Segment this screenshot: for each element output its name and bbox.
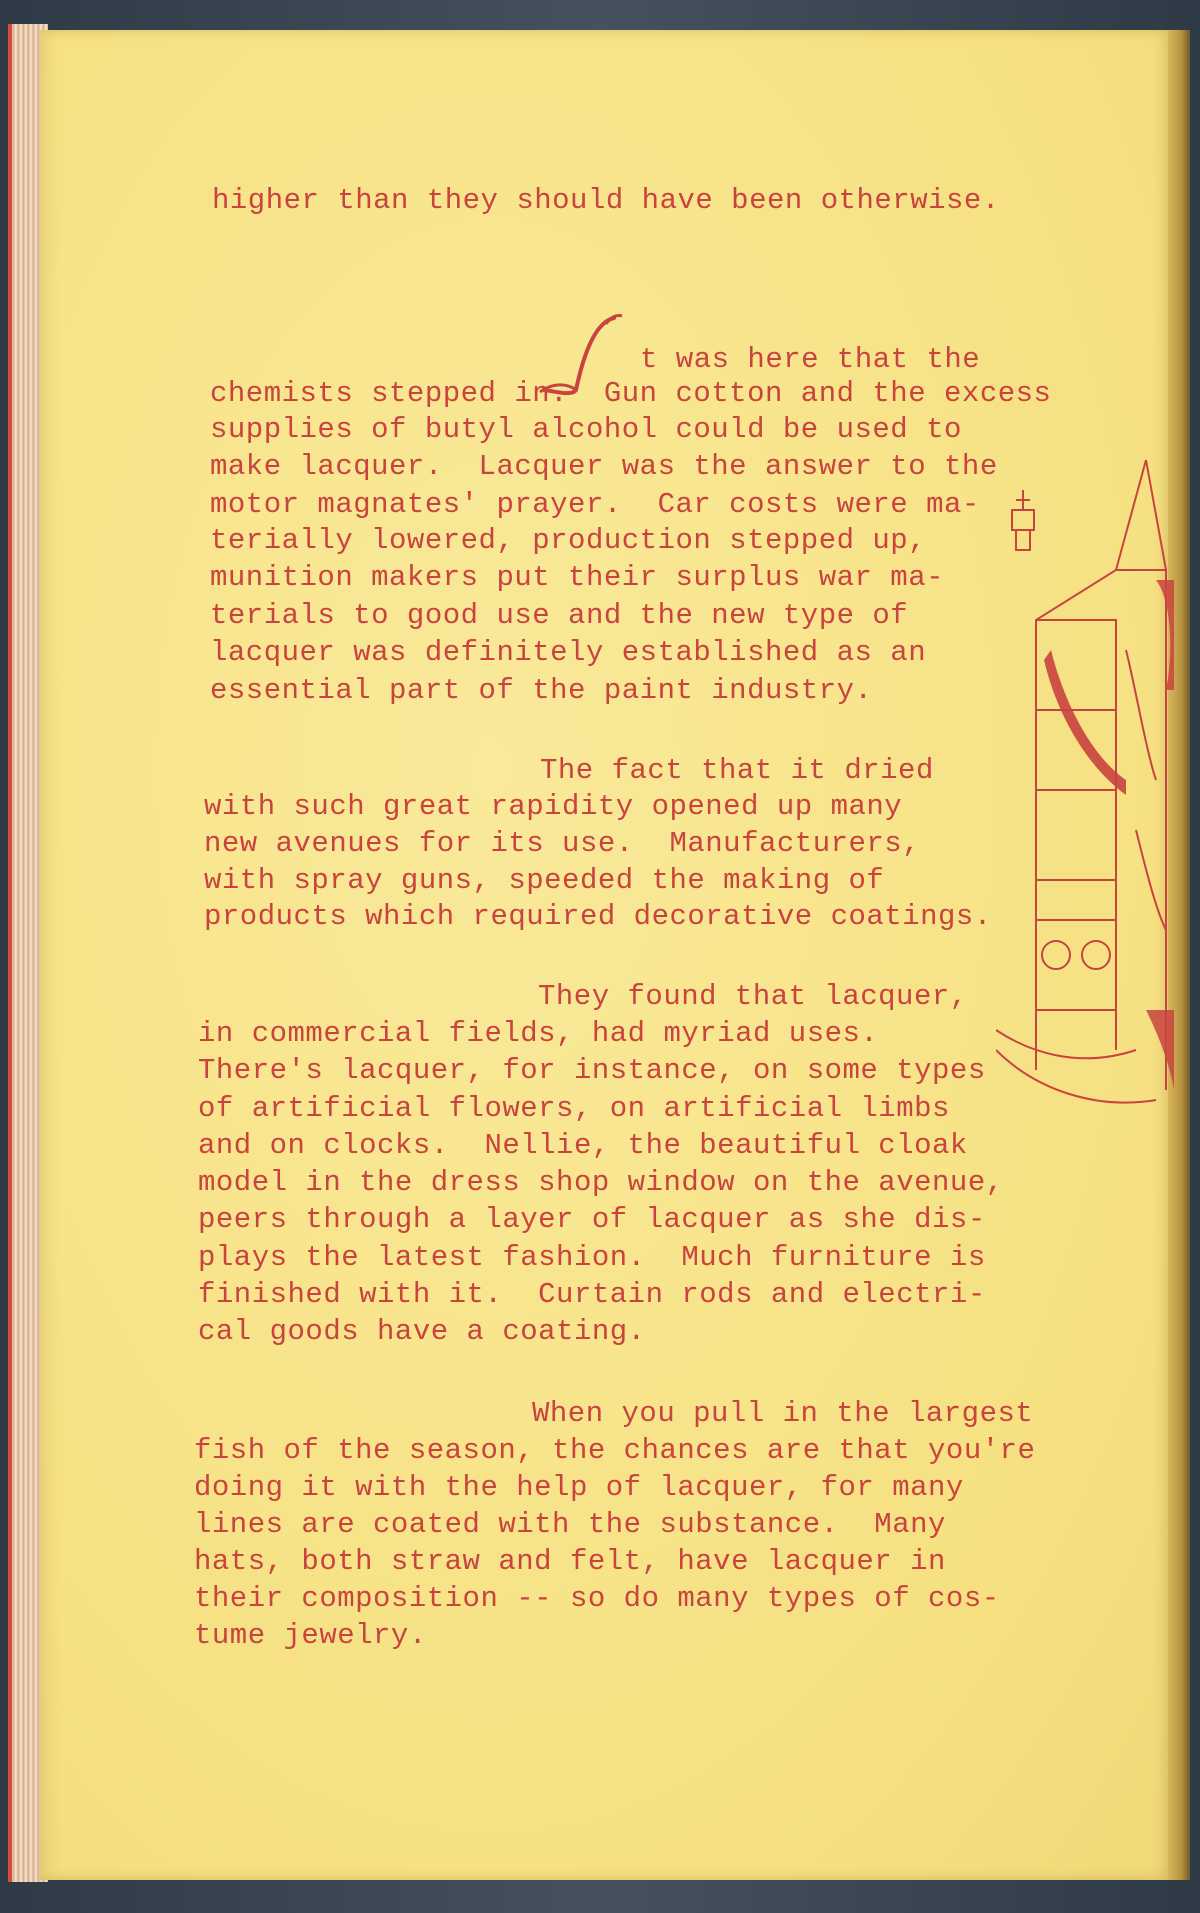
text-line: fish of the season, the chances are that you're bbox=[194, 1434, 1036, 1467]
text-line: There's lacquer, for instance, on some types bbox=[198, 1054, 986, 1087]
text-line: their composition -- so do many types of cos- bbox=[194, 1582, 1000, 1615]
text-line: terials to good use and the new type of bbox=[210, 599, 909, 632]
text-line: lines are coated with the substance. Many bbox=[194, 1508, 946, 1541]
text-line: When you pull in the largest bbox=[532, 1397, 1034, 1430]
text-line: lacquer was definitely established as an bbox=[210, 636, 927, 669]
text-line: doing it with the help of lacquer, for many bbox=[194, 1471, 964, 1504]
text-line: t was here that the bbox=[640, 343, 981, 376]
text-line: of artificial flowers, on artificial limbs bbox=[198, 1092, 950, 1125]
text-line: cal goods have a coating. bbox=[198, 1315, 646, 1348]
text-line: hats, both straw and felt, have lacquer in bbox=[194, 1545, 946, 1578]
text-line: The fact that it dried bbox=[540, 754, 934, 787]
text-line: products which required decorative coatings. bbox=[204, 900, 992, 933]
text-line: model in the dress shop window on the avenue, bbox=[198, 1166, 1004, 1199]
text-line: tume jewelry. bbox=[194, 1619, 427, 1652]
text-line: with such great rapidity opened up many bbox=[204, 790, 903, 823]
text-line: munition makers put their surplus war ma- bbox=[210, 561, 945, 594]
text-line: finished with it. Curtain rods and electri- bbox=[198, 1278, 986, 1311]
text-line: supplies of butyl alcohol could be used to bbox=[210, 413, 962, 446]
text-line: and on clocks. Nellie, the beautiful cloak bbox=[198, 1129, 968, 1162]
text-line: motor magnates' prayer. Car costs were ma- bbox=[210, 488, 980, 521]
text-line: peers through a layer of lacquer as she dis- bbox=[198, 1203, 986, 1236]
text-line: in commercial fields, had myriad uses. bbox=[198, 1017, 879, 1050]
text-line: They found that lacquer, bbox=[538, 980, 968, 1013]
text-line: with spray guns, speeded the making of bbox=[204, 864, 885, 897]
text-line: higher than they should have been otherwise. bbox=[212, 184, 1000, 217]
text-line: chemists stepped in. Gun cotton and the excess bbox=[210, 377, 1052, 410]
text-line: plays the latest fashion. Much furniture is bbox=[198, 1241, 986, 1274]
text-line: terially lowered, production stepped up, bbox=[210, 524, 927, 557]
text-line: essential part of the paint industry. bbox=[210, 674, 873, 707]
gothic-chair-illustration bbox=[996, 450, 1176, 1120]
text-line: make lacquer. Lacquer was the answer to the bbox=[210, 450, 998, 483]
text-line: new avenues for its use. Manufacturers, bbox=[204, 827, 921, 860]
